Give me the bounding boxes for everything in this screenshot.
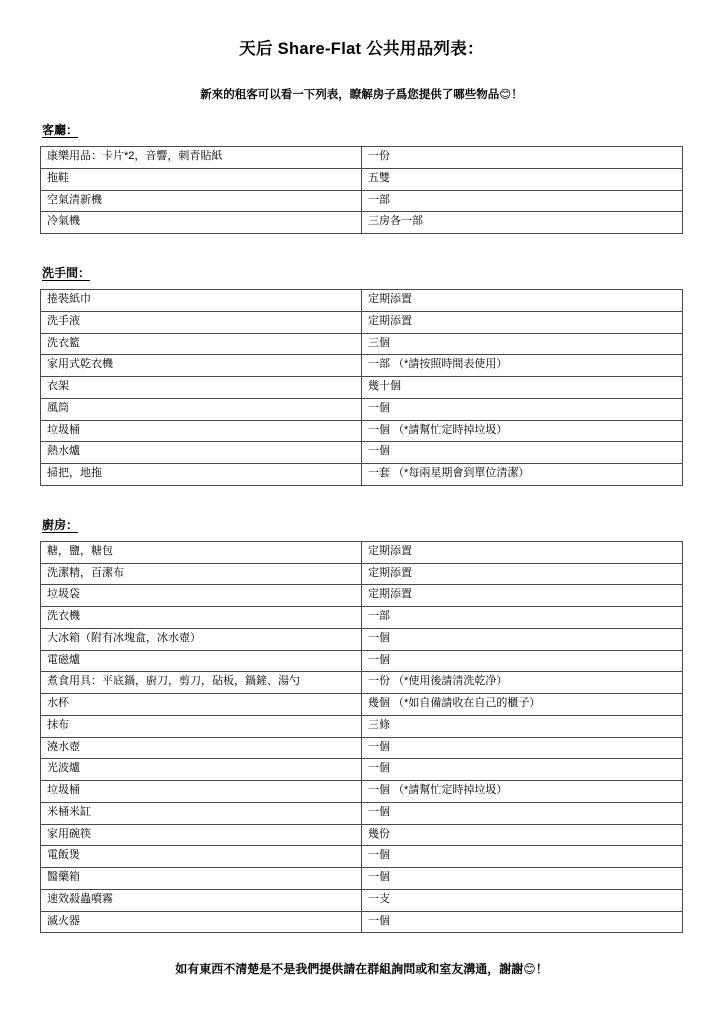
item-quantity: 一個 [362, 737, 683, 759]
table-row [41, 715, 683, 737]
item-quantity: 定期添置 [362, 290, 683, 312]
item-name: 糖，鹽，糖包 [41, 541, 362, 563]
table-row [41, 355, 683, 377]
section-heading-kitchen: 廚房： [42, 517, 79, 532]
item-quantity: 一個 [362, 846, 683, 868]
item-quantity: 三個 [362, 333, 683, 355]
item-name: 大冰箱（附有冰塊盒，冰水壺） [41, 628, 362, 650]
page-subtitle: 新來的租客可以看一下列表，瞭解房子爲您提供了哪些物品😊！ [200, 89, 523, 102]
section-kitchen [40, 516, 683, 934]
items-table-kitchen [40, 541, 683, 934]
item-name: 煮食用具：平底鍋，廚刀，剪刀，砧板，鍋鏟、湯勺 [41, 672, 362, 694]
item-quantity: 定期添置 [362, 563, 683, 585]
item-name: 衣架 [41, 377, 362, 399]
table-row [41, 802, 683, 824]
item-name: 家用碗筷 [41, 824, 362, 846]
table-row [41, 147, 683, 169]
item-name: 電飯煲 [41, 846, 362, 868]
item-name: 捲裝紙巾 [41, 290, 362, 312]
table-row [41, 212, 683, 234]
item-name: 速效殺蟲噴霧 [41, 889, 362, 911]
table-row [41, 398, 683, 420]
item-quantity: 一部 [362, 607, 683, 629]
table-row [41, 464, 683, 486]
item-name: 抹布 [41, 715, 362, 737]
table-row [41, 290, 683, 312]
item-name: 康樂用品：卡片*2，音響，刺青貼紙 [41, 147, 362, 169]
table-row [41, 889, 683, 911]
table-row [41, 759, 683, 781]
item-quantity: 一個 （*請幫忙定時掉垃圾） [362, 420, 683, 442]
section-livingroom [40, 121, 683, 234]
item-quantity: 一部 [362, 190, 683, 212]
table-row [41, 190, 683, 212]
page-title: 天后 Share-Flat 公共用品列表： [239, 40, 484, 58]
item-name: 拖鞋 [41, 168, 362, 190]
item-name: 水杯 [41, 694, 362, 716]
item-quantity: 一套 （*每兩星期會到單位清潔） [362, 464, 683, 486]
item-name: 垃圾袋 [41, 585, 362, 607]
item-quantity: 三房各一部 [362, 212, 683, 234]
item-quantity: 一個 [362, 628, 683, 650]
item-name: 家用式乾衣機 [41, 355, 362, 377]
table-row [41, 563, 683, 585]
item-quantity: 一份 （*使用後請清洗乾净） [362, 672, 683, 694]
table-row [41, 420, 683, 442]
table-row [41, 781, 683, 803]
item-quantity: 一部 （*請按照時間表使用） [362, 355, 683, 377]
item-name: 醫藥箱 [41, 868, 362, 890]
table-row [41, 824, 683, 846]
section-bathroom [40, 264, 683, 486]
item-name: 熱水爐 [41, 442, 362, 464]
item-name: 空氣清新機 [41, 190, 362, 212]
table-row [41, 694, 683, 716]
item-name: 垃圾桶 [41, 420, 362, 442]
table-row [41, 333, 683, 355]
item-quantity: 定期添置 [362, 311, 683, 333]
item-name: 洗潔精，百潔布 [41, 563, 362, 585]
section-heading-bathroom: 洗手間： [42, 266, 91, 281]
item-quantity: 一個 [362, 911, 683, 933]
item-name: 洗衣籃 [41, 333, 362, 355]
item-quantity: 定期添置 [362, 585, 683, 607]
item-quantity: 一份 [362, 147, 683, 169]
item-name: 洗衣機 [41, 607, 362, 629]
item-name: 冷氣機 [41, 212, 362, 234]
item-quantity: 一個 [362, 802, 683, 824]
table-row [41, 737, 683, 759]
table-row [41, 168, 683, 190]
items-table-bathroom [40, 289, 683, 486]
item-name: 垃圾桶 [41, 781, 362, 803]
table-row [41, 442, 683, 464]
item-quantity: 一支 [362, 889, 683, 911]
table-row [41, 846, 683, 868]
item-quantity: 一個 [362, 650, 683, 672]
item-quantity: 定期添置 [362, 541, 683, 563]
item-name: 滅火器 [41, 911, 362, 933]
table-row [41, 585, 683, 607]
table-row [41, 628, 683, 650]
item-quantity: 三條 [362, 715, 683, 737]
item-quantity: 幾十個 [362, 377, 683, 399]
item-quantity: 一個 （*請幫忙定時掉垃圾） [362, 781, 683, 803]
item-name: 掃把，地拖 [41, 464, 362, 486]
section-heading-livingroom: 客廳： [42, 123, 79, 138]
page-footer: 如有東西不清楚是不是我們提供請在群組詢問或和室友溝通，謝謝😊！ [175, 962, 548, 977]
item-name: 米桶米缸 [41, 802, 362, 824]
item-name: 電磁爐 [41, 650, 362, 672]
table-row [41, 377, 683, 399]
item-name: 風筒 [41, 398, 362, 420]
item-quantity: 一個 [362, 442, 683, 464]
table-row [41, 911, 683, 933]
item-quantity: 幾份 [362, 824, 683, 846]
item-quantity: 幾個 （*如自備請收在自己的櫃子） [362, 694, 683, 716]
table-row [41, 311, 683, 333]
item-quantity: 一個 [362, 868, 683, 890]
item-name: 澆水壺 [41, 737, 362, 759]
table-row [41, 650, 683, 672]
items-table-livingroom [40, 146, 683, 234]
item-name: 洗手液 [41, 311, 362, 333]
table-row [41, 607, 683, 629]
table-row [41, 868, 683, 890]
item-quantity: 一個 [362, 759, 683, 781]
item-quantity: 五雙 [362, 168, 683, 190]
item-name: 光波爐 [41, 759, 362, 781]
table-row [41, 541, 683, 563]
table-row [41, 672, 683, 694]
item-quantity: 一個 [362, 398, 683, 420]
